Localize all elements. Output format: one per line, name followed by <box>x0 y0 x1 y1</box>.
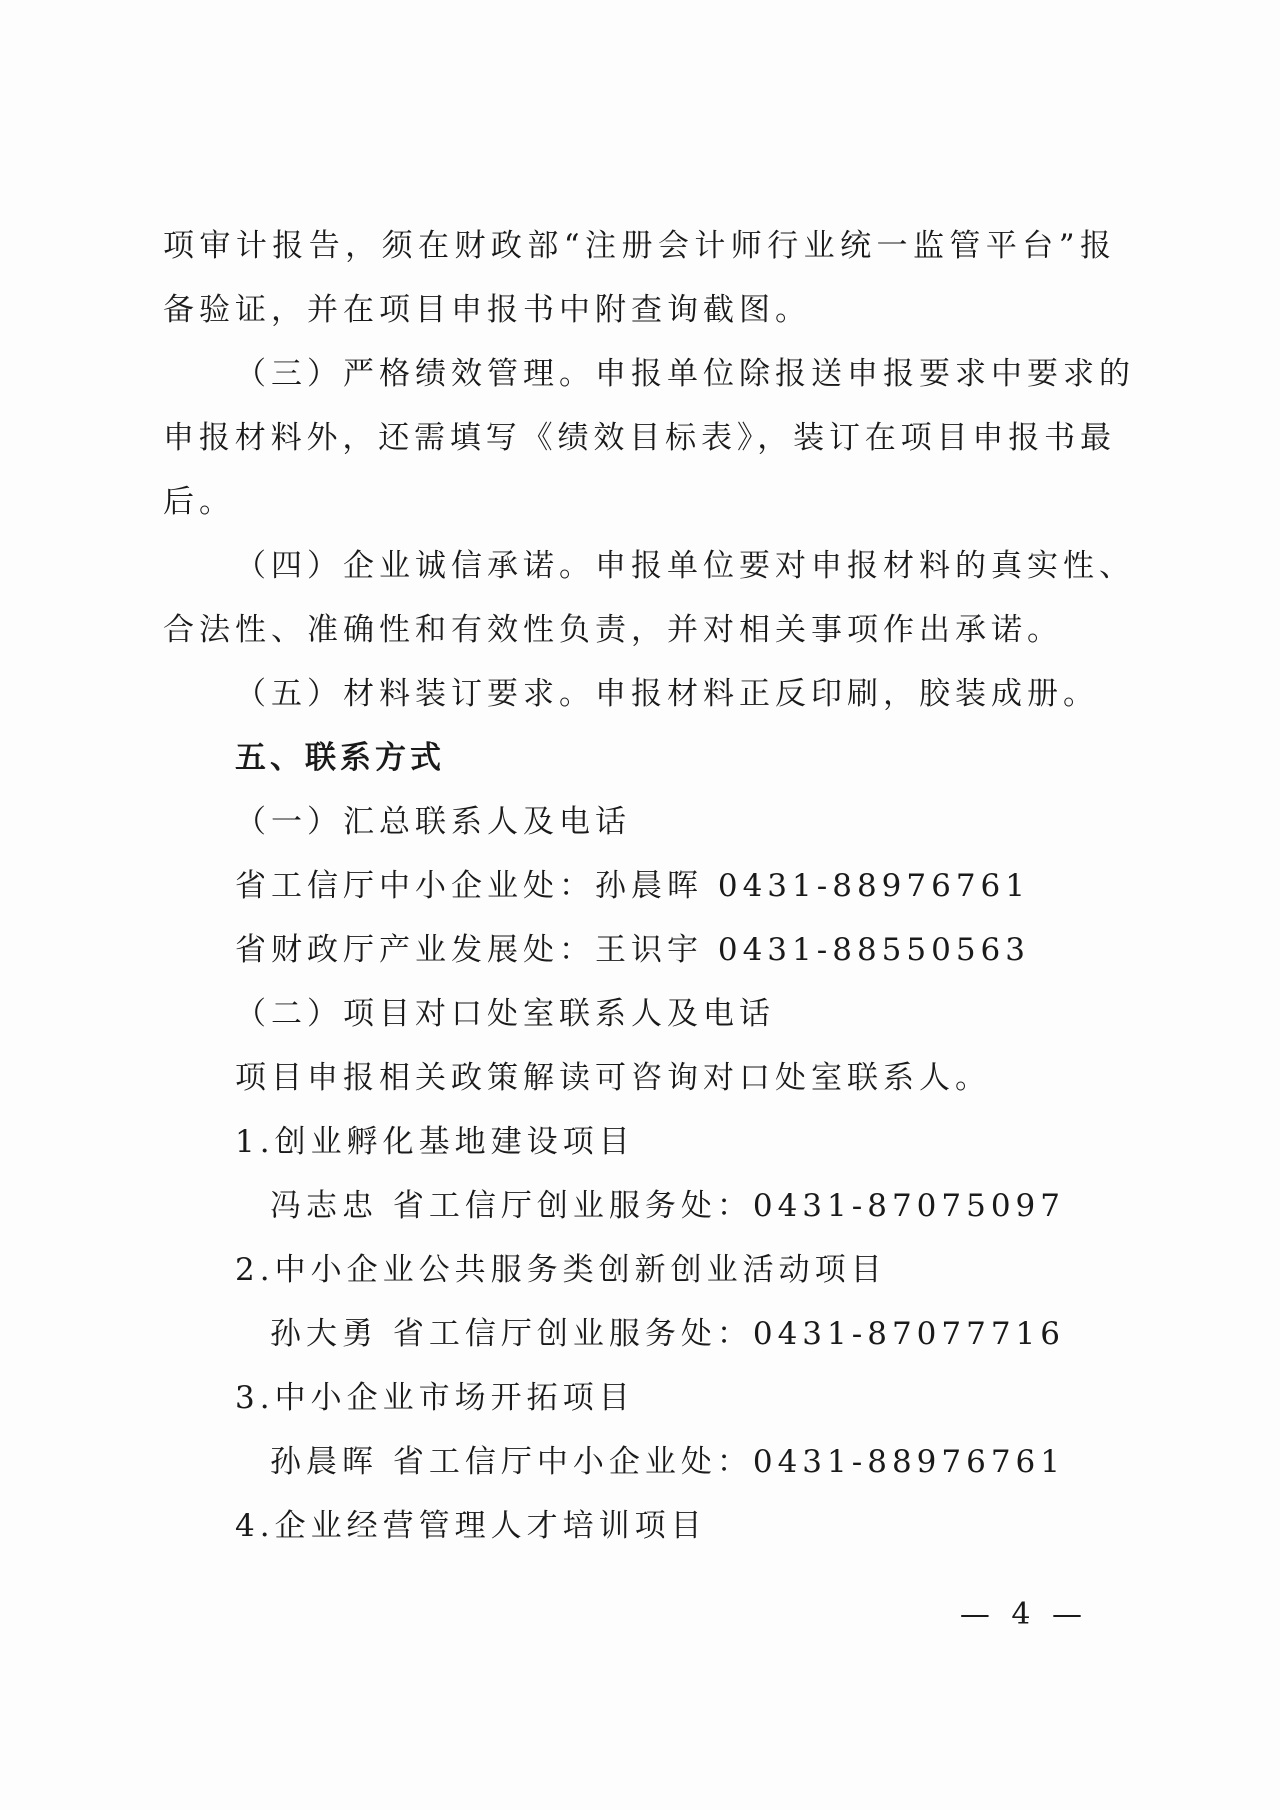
project-contact-1: 冯志忠 省工信厅创业服务处：0431-87075097 <box>270 1188 1066 1224</box>
contact-line-2: 省财政厅产业发展处：王识宇 0431-88550563 <box>235 932 1031 968</box>
body-line-policy: 项目申报相关政策解读可咨询对口处室联系人。 <box>235 1060 991 1096</box>
contact-line-1: 省工信厅中小企业处：孙晨晖 0431-88976761 <box>235 868 1031 904</box>
page-number: — 4 — <box>959 1597 1088 1632</box>
body-line-7: 合法性、准确性和有效性负责，并对相关事项作出承诺。 <box>163 612 1063 648</box>
subheading-summary-contacts: （一）汇总联系人及电话 <box>235 804 631 840</box>
subheading-project-contacts: （二）项目对口处室联系人及电话 <box>235 996 775 1032</box>
body-line-2: 备验证，并在项目申报书中附查询截图。 <box>163 292 811 328</box>
section-heading-contact: 五、联系方式 <box>235 740 445 776</box>
body-line-5: 后。 <box>163 484 235 520</box>
project-item-2: 2.中小企业公共服务类创新创业活动项目 <box>235 1252 887 1288</box>
body-line-4: 申报材料外，还需填写《绩效目标表》，装订在项目申报书最 <box>163 420 1111 456</box>
project-contact-3: 孙晨晖 省工信厅中小企业处：0431-88976761 <box>270 1444 1066 1480</box>
project-item-3: 3.中小企业市场开拓项目 <box>235 1380 635 1416</box>
body-line-3: （三）严格绩效管理。申报单位除报送申报要求中要求的 <box>235 356 1135 392</box>
body-line-6: （四）企业诚信承诺。申报单位要对申报材料的真实性、 <box>235 548 1135 584</box>
project-item-1: 1.创业孵化基地建设项目 <box>235 1124 635 1160</box>
project-item-4: 4.企业经营管理人才培训项目 <box>235 1508 707 1544</box>
body-line-1: 项审计报告，须在财政部“注册会计师行业统一监管平台”报 <box>163 228 1111 264</box>
body-line-8: （五）材料装订要求。申报材料正反印刷，胶装成册。 <box>235 676 1099 712</box>
project-contact-2: 孙大勇 省工信厅创业服务处：0431-87077716 <box>270 1316 1066 1352</box>
